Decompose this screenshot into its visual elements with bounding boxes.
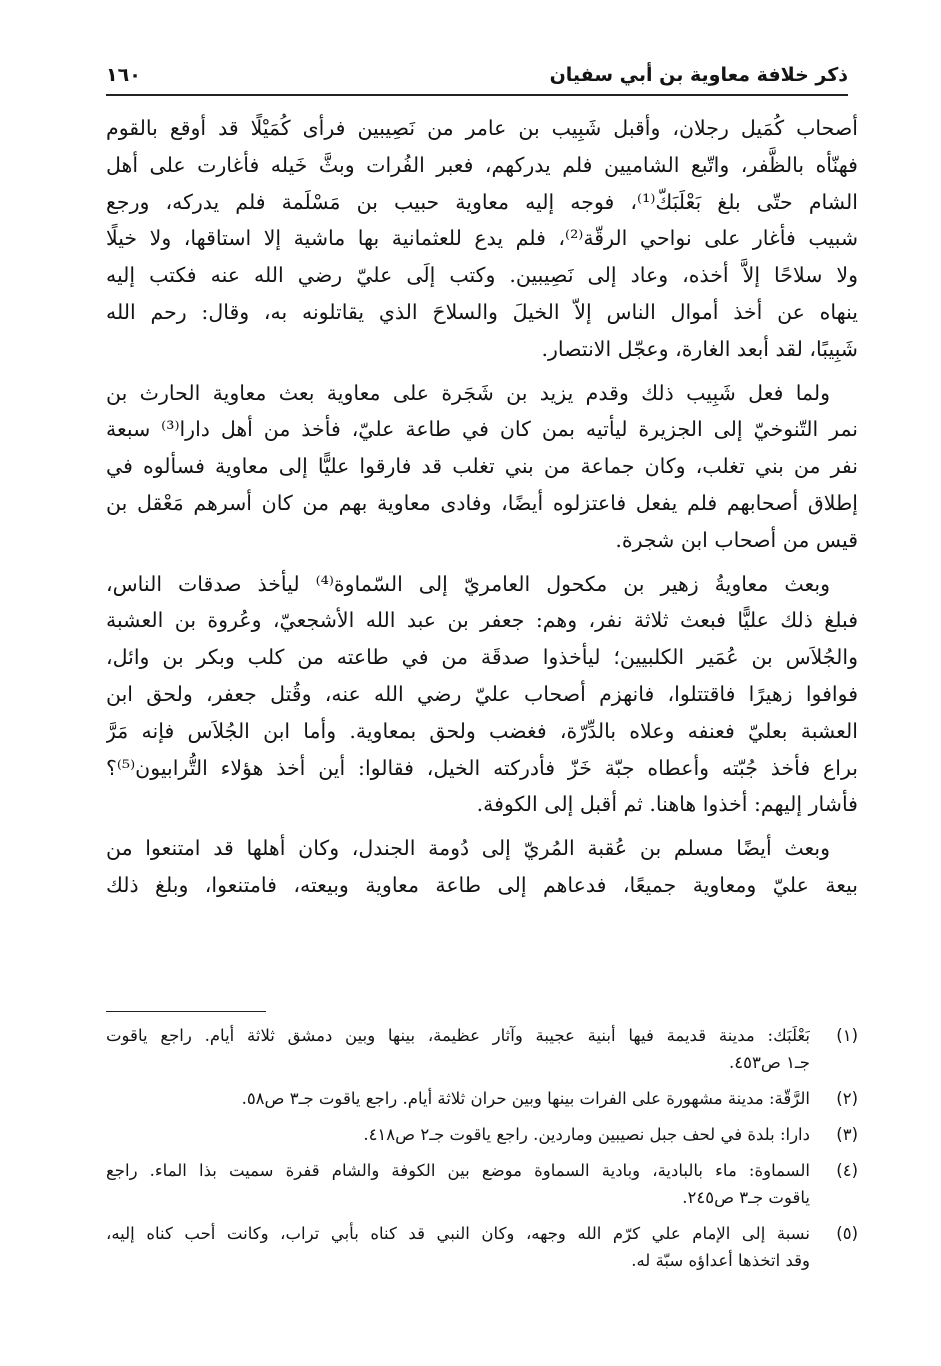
text-line: ولا سلاحًا إلاَّ أخذه، وعاد إلى نَصِيبين. وكتب إلَى عليّ رضي الله عنه فكتب إليه <box>106 263 858 288</box>
footnote-number: (٥) <box>836 1224 858 1243</box>
footnote-line: بَعْلَبَك: مدينة قديمة فيها أبنية عجيبة وآثار عظيمة، بينها وبين دمشق ثلاثة أيام. راجع ياقوت <box>106 1026 810 1045</box>
footnote-line: الرَّقّة: مدينة مشهورة على الفرات بينها وبين حران ثلاثة أيام. راجع ياقوت جـ٣ ص٥٨. <box>241 1089 810 1108</box>
text-line: شَبِيبًا، لقد أبعد الغارة، وعجّل الانتصار. <box>541 336 858 361</box>
text-line: ولما فعل شَبِيب ذلك وقدم يزيد بن شَجَرة على معاوية بعث معاوية الحارث بن <box>106 380 830 405</box>
text-line: فوافوا زهيرًا فاقتتلوا، فانهزم أصحاب عليّ رضي الله عنه، وقُتل جعفر، ولحق ابن <box>106 681 858 706</box>
footnote-number: (٤) <box>836 1161 858 1180</box>
text-line: نمر التّنوخيّ إلى الجزيرة ليأتيه بمن كان في طاعة عليّ، فأخذ من أهل دارا⁽³⁾ سبعة <box>106 417 858 442</box>
text-line: فبلغ ذلك عليًّا فبعث ثلاثة نفر، وهم: جعفر بن عبد الله الأشجعيّ، وعُروة بن العشبة <box>106 608 858 633</box>
text-line: أصحاب كُمَيل رجلان، وأقبل شَبِيب بن عامر من نَصِيبين فرأى كُمَيْلًا قد أوقع بالقوم <box>106 116 858 140</box>
text-line: نفر من بني تغلب، وكان جماعة من بني تغلب قد فارقوا عليًّا إلى معاوية فسألوه في <box>106 454 858 479</box>
footnote-item <box>106 1121 858 1148</box>
footnote-separator <box>106 1011 266 1012</box>
running-header <box>106 62 848 96</box>
text-line: والجُلاَس بن عُمَير الكلبيين؛ ليأخذوا صدقَة من في طاعته من كلب وبكر بن وائل، <box>106 645 858 670</box>
footnote-number: (٣) <box>836 1125 858 1144</box>
footnote-item <box>106 1220 858 1274</box>
chapter-title: ذكر خلافة معاوية بن أبي سفيان <box>549 64 848 86</box>
paragraph-1 <box>106 110 858 368</box>
text-line: قيس من أصحاب ابن شجرة. <box>615 527 858 552</box>
paragraph-3 <box>106 566 858 824</box>
text-line: فهنّأه بالظَّفر، واتّبع الشاميين فلم يدركهم، فعبر الفُرات وبثَّ خَيله فأغارت على أهل <box>106 152 858 177</box>
footnote-text <box>106 1022 810 1076</box>
text-line: بيعة عليّ ومعاوية جميعًا، فدعاهم إلى طاعة معاوية وبيعته، فامتنعوا، وبلغ ذلك <box>106 872 858 897</box>
footnote-line: وقد اتخذها أعداؤه سبّة له. <box>631 1251 810 1270</box>
paragraph-4 <box>106 830 858 904</box>
page-number: ١٦٠ <box>106 64 141 86</box>
text-line: وبعث معاويةُ زهير بن مكحول العامريّ إلى السّماوة⁽⁴⁾ ليأخذ صدقات الناس، <box>106 571 830 596</box>
text-line: براع فأخذ جُبّته وأعطاه جبّة خَزّ فأدركته الخيل، فقالوا: أين أخذ هؤلاء التُّرابيون⁽⁵⁾؟ <box>106 755 858 780</box>
footnote-text <box>106 1157 810 1211</box>
footnotes <box>106 1022 858 1283</box>
footnote-text <box>106 1085 810 1112</box>
footnote-line: ياقوت جـ٣ ص٢٤٥. <box>682 1188 810 1207</box>
paragraph-2 <box>106 375 858 559</box>
footnote-line: نسبة إلى الإمام علي كرّم الله وجهه، وكان النبي قد كناه بأبي تراب، وكانت أحب كناه إليه، <box>106 1224 810 1243</box>
main-text <box>106 110 858 911</box>
footnote-text <box>106 1220 810 1274</box>
footnote-line: جـ١ ص٤٥٣. <box>729 1053 810 1072</box>
text-line: الشام حتّى بلغ بَعْلَبَكّ⁽¹⁾، فوجه إليه معاوية حبيب بن مَسْلَمة فلم يدركه، ورجع <box>106 189 858 214</box>
footnote-item <box>106 1157 858 1211</box>
footnote-text <box>106 1121 810 1148</box>
text-line: العشبة بعليّ فعنفه وعلاه بالدِّرّة، فغضب ولحق بمعاوية. وأما ابن الجُلاَس فإنه مَرَّ <box>106 718 858 743</box>
footnote-item <box>106 1022 858 1076</box>
footnote-line: السماوة: ماء بالبادية، وبادية السماوة موضع بين الكوفة والشام قفرة سميت بذا الماء. راجع <box>106 1161 810 1180</box>
footnote-number: (٢) <box>836 1089 858 1108</box>
text-line: شبيب فأغار على نواحي الرقّة⁽²⁾، فلم يدع للعثمانية بها ماشية إلا استاقها، ولا خيلًا <box>106 226 858 251</box>
footnote-number: (١) <box>836 1026 858 1045</box>
footnote-line: دارا: بلدة في لحف جبل نصيبين وماردين. راجع ياقوت جـ٢ ص٤١٨. <box>363 1125 810 1144</box>
text-line: إطلاق أصحابهم فلم يفعل فاعتزلوه أيضًا، وفادى معاوية بهم من كان أسرهم مَعْقل بن <box>106 490 858 515</box>
text-line: ينهاه عن أخذ أموال الناس إلاّ الخيلَ والسلاحَ الذي يقاتلونه به، وقال: رحم الله <box>106 299 858 324</box>
footnote-item <box>106 1085 858 1112</box>
text-line: فأشار إليهم: أخذوا هاهنا. ثم أقبل إلى الكوفة. <box>476 792 858 817</box>
text-line: وبعث أيضًا مسلم بن عُقبة المُريّ إلى دُومة الجندل، وكان أهلها قد امتنعوا من <box>106 836 830 861</box>
